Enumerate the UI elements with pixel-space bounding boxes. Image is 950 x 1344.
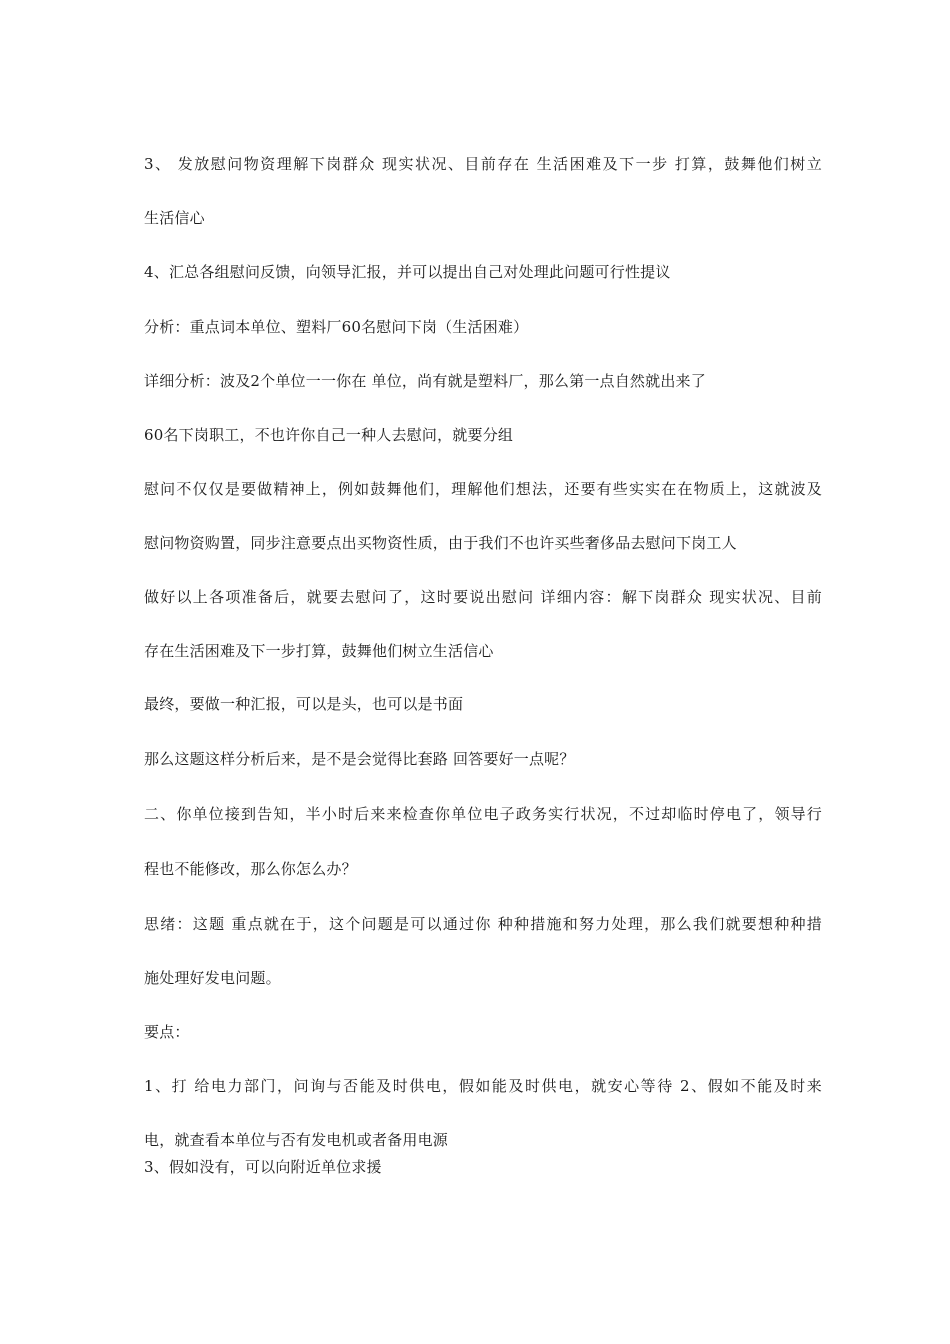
text-line: 电，就查看本单位与否有发电机或者备用电源 [144,1131,449,1149]
text-line: 1、打 给电力部门，问询与否能及时供电，假如能及时供电，就安心等待 2、假如不能及时来 [144,1077,822,1095]
text-line: 那么这题这样分析后来，是不是会觉得比套路 回答要好一点呢？ [144,750,575,768]
text-line: 思绪：这题 重点就在于，这个问题是可以通过你 种种措施和努力处理，那么我们就要想种种措 [144,915,822,933]
text-line: 做好以上各项准备后，就要去慰问了，这时要说出慰问 详细内容：解下岗群众 现实状况、目前 [144,588,822,606]
text-line: 存在生活困难及下一步打算，鼓舞他们树立生活信心 [144,642,494,660]
text-line: 施处理好发电问题。 [144,969,281,987]
text-line: 4、汇总各组慰问反馈，向领导汇报，并可以提出自己对处理此问题可行性提议 [144,263,671,281]
text-line: 慰问物资购置，同步注意要点出买物资性质，由于我们不也许买些奢侈品去慰问下岗工人 [144,534,737,552]
text-line: 60名下岗职工，不也许你自己一种人去慰问，就要分组 [144,426,514,444]
text-line: 要点： [144,1023,190,1041]
text-line: 生活信心 [144,209,205,227]
text-line: 最终，要做一种汇报，可以是头，也可以是书面 [144,695,464,713]
text-line: 3、 发放慰问物资理解下岗群众 现实状况、目前存在 生活困难及下一步 打算，鼓舞他们树立 [144,155,822,173]
text-line: 详细分析：波及2个单位一一你在 单位，尚有就是塑料厂，那么第一点自然就出来了 [144,372,706,390]
text-line: 慰问不仅仅是要做精神上，例如鼓舞他们，理解他们想法，还要有些实实在在物质上，这就波及 [144,480,822,498]
text-line: 3、假如没有，可以向附近单位求援 [144,1158,382,1176]
text-line: 二、你单位接到告知，半小时后来来检查你单位电子政务实行状况，不过却临时停电了，领导行 [144,805,822,823]
text-line: 分析：重点词本单位、塑料厂60名慰问下岗（生活困难） [144,318,529,336]
text-line: 程也不能修改，那么你怎么办？ [144,860,357,878]
